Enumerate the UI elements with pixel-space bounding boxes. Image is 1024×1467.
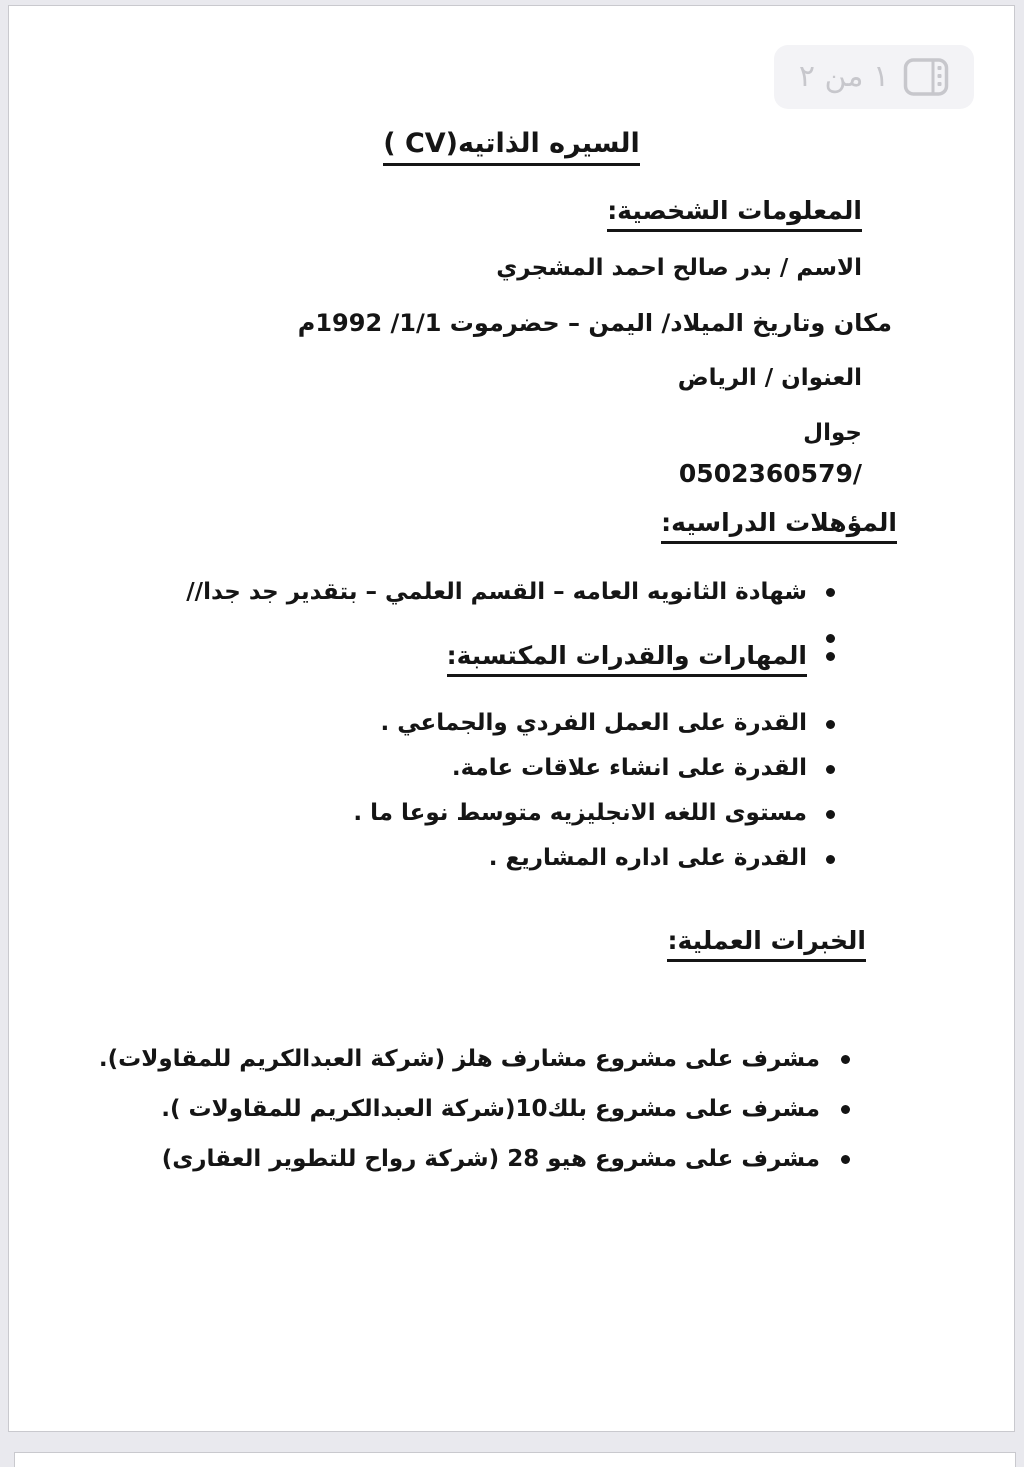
document-page-1	[8, 5, 1015, 1432]
document-page-2-preview	[14, 1452, 1016, 1467]
skill-item: القدرة على العمل الفردي والجماعي .	[9, 707, 837, 740]
skill-item: القدرة على انشاء علاقات عامة.	[9, 752, 837, 785]
phone-number-line: /0502360579	[678, 459, 862, 488]
address-line: العنوان / الرياض	[677, 365, 862, 391]
mobile-label: جوال	[803, 420, 862, 446]
section-heading-education: المؤهلات الدراسيه:	[9, 505, 897, 541]
cv-document-content	[9, 6, 1014, 1176]
skills-list	[9, 707, 837, 875]
section-heading-experience: الخبرات العملية:	[9, 923, 866, 959]
birth-date-line: مكان وتاريخ الميلاد/ اليمن – حضرموت 1/1/ 1992م	[297, 309, 892, 337]
experience-list	[9, 1042, 852, 1176]
skill-item: القدرة على اداره المشاريع .	[9, 842, 837, 875]
experience-item: مشرف على مشروع بلك10(شركة العبدالكريم للمقاولات ).	[9, 1092, 852, 1126]
page-count-label: ١ من ٢	[798, 59, 890, 94]
education-list	[9, 575, 837, 609]
cv-title: السيره الذاتيه(CV )	[9, 124, 1014, 164]
personal-name-line: الاسم / بدر صالح احمد المشجري	[496, 255, 862, 281]
skill-item: مستوى اللغه الانجليزيه متوسط نوعا ما .	[9, 797, 837, 830]
experience-item: مشرف على مشروع هيو 28 (شركة رواح للتطوير العقارى)	[9, 1142, 852, 1176]
education-item: شهادة الثانويه العامه – القسم العلمي – بتقدير جد جدا//	[9, 575, 837, 609]
experience-item: مشرف على مشروع مشارف هلز (شركة العبدالكريم للمقاولات).	[9, 1042, 852, 1076]
section-heading-skills: المهارات والقدرات المكتسبة:	[9, 638, 837, 674]
section-heading-personal: المعلومات الشخصية:	[9, 193, 862, 229]
